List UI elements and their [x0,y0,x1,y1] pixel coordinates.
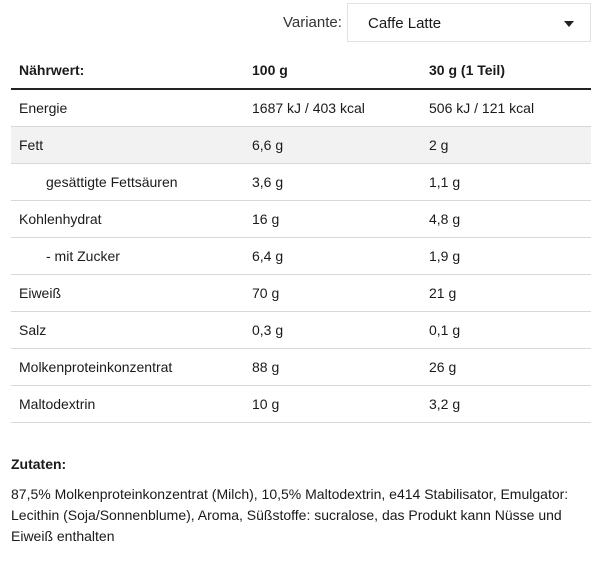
nutrient-name: Eiweiß [11,274,244,311]
value-per-portion: 2 g [421,126,591,163]
variant-selector-row [0,3,608,43]
variant-select-value: Caffe Latte [368,15,442,32]
nutrient-name: - mit Zucker [11,237,244,274]
table-row [11,89,591,126]
ingredients-text: 87,5% Molkenproteinkonzentrat (Milch), 10,5% Maltodextrin, e414 Stabilisator, Emulgator: Lecithin (Soja/Sonnenblume), Aroma, Süßstoffe: sucralose, das Produkt kann Nüsse und Eiweiß enthalten [11,486,569,544]
variant-select[interactable] [347,3,591,42]
nutrient-name: Fett [11,126,244,163]
nutrition-table [11,52,591,423]
table-row [11,237,591,274]
value-per-portion: 3,2 g [421,385,591,422]
table-row [11,274,591,311]
nutrient-name: Energie [11,89,244,126]
nutrient-name: Kohlenhydrat [11,200,244,237]
table-row [11,385,591,422]
header-per-100g: 100 g [244,52,421,89]
value-per-portion: 26 g [421,348,591,385]
chevron-down-icon [564,21,574,27]
value-per-100g: 10 g [244,385,421,422]
value-per-100g: 6,4 g [244,237,421,274]
table-header-row [11,52,591,89]
value-per-100g: 1687 kJ / 403 kcal [244,89,421,126]
value-per-portion: 506 kJ / 121 kcal [421,89,591,126]
ingredients-title: Zutaten: [11,456,67,472]
table-row [11,348,591,385]
value-per-portion: 1,9 g [421,237,591,274]
nutrient-name: Molkenproteinkonzentrat [11,348,244,385]
table-row [11,126,591,163]
value-per-100g: 88 g [244,348,421,385]
value-per-portion: 1,1 g [421,163,591,200]
value-per-100g: 0,3 g [244,311,421,348]
value-per-portion: 21 g [421,274,591,311]
header-nutrient: Nährwert: [11,52,244,89]
value-per-portion: 0,1 g [421,311,591,348]
nutrient-name: gesättigte Fettsäuren [11,163,244,200]
value-per-100g: 70 g [244,274,421,311]
nutrient-name: Maltodextrin [11,385,244,422]
value-per-100g: 16 g [244,200,421,237]
table-row [11,311,591,348]
table-row [11,200,591,237]
value-per-100g: 3,6 g [244,163,421,200]
value-per-100g: 6,6 g [244,126,421,163]
nutrient-name: Salz [11,311,244,348]
table-row [11,163,591,200]
header-per-portion: 30 g (1 Teil) [421,52,591,89]
variant-label: Variante: [283,14,342,31]
value-per-portion: 4,8 g [421,200,591,237]
